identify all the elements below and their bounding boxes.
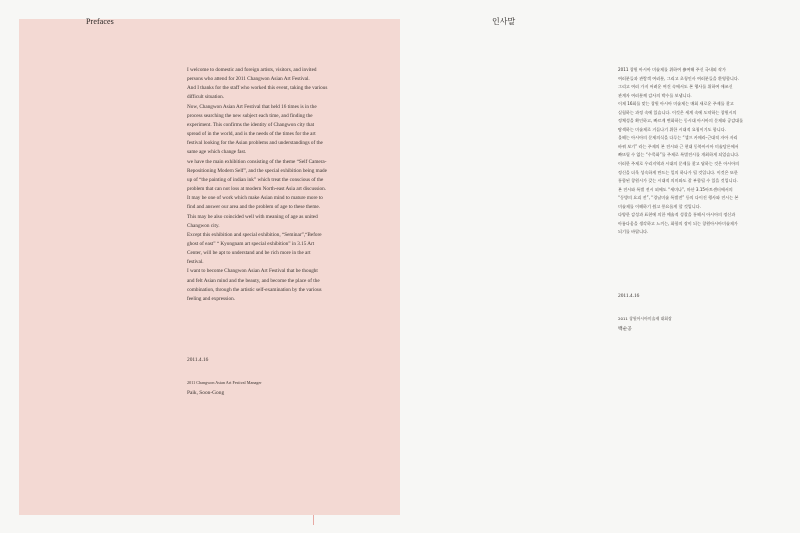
body-line: 관계자 여러분께 감사의 박수를 보냅니다. — [618, 92, 692, 98]
body-line: ghost of east” “ Kyongnam art special exhibition” in 3.15 Art — [187, 240, 315, 247]
body-line: 다양한 감성과 표현에 의한 예술적 성찰을 통해서 아시아의 정신과 — [618, 212, 736, 218]
body-line: Center, will be apt to understand and be rich more in the art — [187, 250, 311, 257]
body-line: 바꿔 보기” 라는 주제의 본 전시와 근 현대 동북아시아 미술담론에서 — [618, 143, 739, 149]
korean-signer-role: 2011 창원아시아미술제 대회장 — [618, 316, 672, 321]
body-line: 여러분들과 관람객 여러분, 그리고 초청인사 여러분들을 환영합니다. — [618, 75, 740, 81]
body-line: “동방의 요괴 전”, “경남미술 특별전” 등의 다이진 행사와 전시는 본 — [618, 195, 739, 201]
body-line: persons who attend for 2011 Changwon Asian Art Festival. — [187, 76, 310, 83]
english-signer-role: 2011 Changwon Asian Art Festival Manager — [187, 380, 262, 385]
body-line: spread of in the world, and is the needs of the times for the art — [187, 131, 316, 138]
body-line: same age which change fast. — [187, 149, 247, 156]
body-line: 실험하는 과정 속에 있습니다. 이것은 세계 속에 도약하는 창원시의 — [618, 109, 737, 115]
page-title-left: Prefaces — [86, 17, 114, 26]
body-line: Now, Changwon Asian Art Festival that held 16 times is in the — [187, 103, 317, 110]
body-line: 탐색하는 미술제로 거듭나기 위한 시대적 요청이기도 합니다. — [618, 126, 726, 132]
body-line: Except this exhibition and special exhibition, “Seminar”,“Before — [187, 231, 322, 238]
body-line: 되기를 바랍니다. — [618, 229, 649, 235]
body-line: festival looking for the Asian problems and understandings of the — [187, 140, 323, 147]
body-line: This may be also coincided well with meaning of age as united — [187, 213, 318, 220]
body-line: experiment. This confirms the identity of Changwon city that — [187, 121, 315, 128]
fold-mark — [313, 515, 314, 525]
body-line: I want to become Changwon Asian Art Festival that be thought — [187, 268, 318, 275]
body-line: 이제 16회를 맞는 창원 아시아 미술제는 매회 새로운 주제를 찾고 — [618, 101, 734, 107]
english-signer-name: Paik, Soon-Gong — [187, 390, 225, 396]
korean-signer-name: 백순공 — [618, 327, 632, 332]
body-line: feeling and expression. — [187, 295, 235, 302]
body-line: 그리고 여러 가지 어려운 여건 속에서도 본 행사를 위하여 애쓰신 — [618, 84, 733, 90]
body-line: festival. — [187, 259, 204, 266]
body-line: difficult situation. — [187, 94, 225, 101]
body-line: And I thanks for the staff who worked this event, taking the various — [187, 85, 328, 92]
body-line: 이러한 주제로 우리지역과 시대의 문제를 찾고 답하는 것은 아시아의 — [618, 161, 740, 167]
body-line: 2011 창원 아시아 미술제를 위하여 参여해 주신 국내외 작가 — [618, 67, 726, 72]
body-line: 정신을 더욱 성숙하게 만드는 일의 하나가 될 것입니다. 이것은 또한 — [618, 169, 738, 175]
body-line: 올해는 아시아의 문제의식을 다루는 “셀프 카메라-근대적 자아 자리 — [618, 135, 738, 141]
body-line: It may be one of work which make Asian mind to mature more to — [187, 195, 323, 202]
body-line: I welcome to domestic and foreign artists, visitors, and invited — [187, 67, 317, 73]
body-line: up of “the painting of indian ink” which treat the conscious of the — [187, 176, 324, 183]
body-line: Repositioning Modern Self”, and the special exhibition being made — [187, 167, 327, 174]
body-line: 아름다움을 생각하고 느끼는, 화합의 장이 되는 창원아시아미술제가 — [618, 220, 738, 226]
body-line: find and answer our area and the problem of age to these theme. — [187, 204, 320, 211]
english-date: 2011.4.16 — [187, 357, 209, 363]
body-line: 미술제를 이해하기 쉽고 풍요롭게 할 것입니다. — [618, 203, 701, 209]
body-line: and felt Asian mind and the beauty, and become the place of the — [187, 277, 320, 284]
korean-date: 2011.4.16 — [618, 293, 640, 299]
body-line: 빠뜨릴 수 없는 “수묵화”를 주제로 특별전시를 개최하게 되었습니다. — [618, 152, 740, 158]
body-line: 정체성을 확인하고, 빠르게 변화하는 동시대 아시아의 문제와 공감대를 — [618, 118, 744, 124]
body-line: Changwon city. — [187, 222, 220, 229]
body-line: we have the main exhibition consisting of the theme “Self Camera- — [187, 158, 327, 165]
body-line: combination, through the artistic self-examination by the various — [187, 286, 322, 293]
body-line: problem that can not loss at modern North-east Asia art discussion. — [187, 186, 327, 193]
page-title-right: 인사말 — [492, 17, 516, 26]
body-line: 통합된 창원시가 갖는 시대적 의미와도 잘 부합될 수 있을 것입니다. — [618, 178, 738, 184]
english-preface-body — [187, 66, 367, 304]
body-line: process searching the new subject each time, and finding the — [187, 112, 313, 119]
korean-preface-body — [618, 66, 794, 237]
body-line: 본 전시와 특별 전시 외에도 “세미나”, 마산 3.15아트센터에서의 — [618, 186, 733, 192]
